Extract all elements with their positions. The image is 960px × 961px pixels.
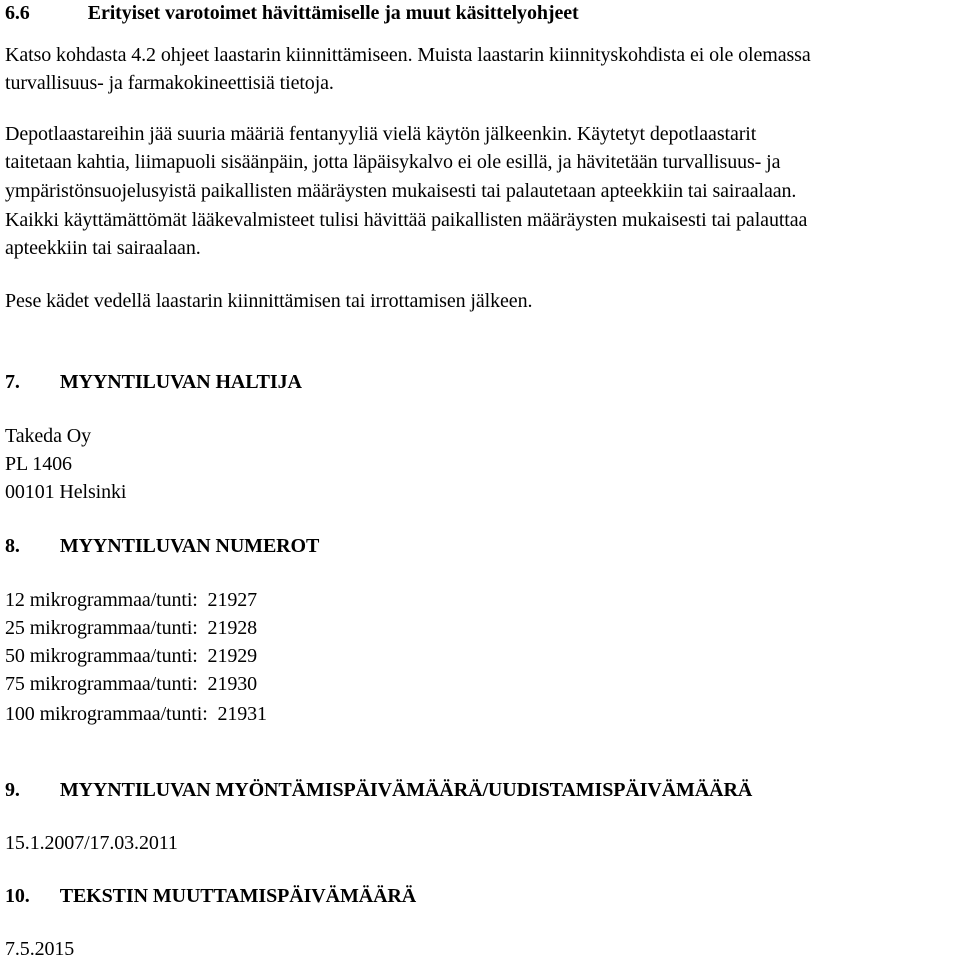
section-title: MYYNTILUVAN MYÖNTÄMISPÄIVÄMÄÄRÄ/UUDISTAMISPÄIVÄMÄÄRÄ: [59, 779, 753, 801]
paragraph-line: Pese kädet vedellä laastarin kiinnittämisen tai irrottamisen jälkeen.: [5, 290, 533, 312]
section-7-heading: [5, 370, 302, 394]
address-line: Takeda Oy: [5, 425, 91, 447]
section-10-heading: [5, 884, 416, 908]
section-6-6-heading: [5, 1, 579, 25]
section-number: 6.6: [5, 2, 30, 24]
section-number: 8.: [5, 535, 20, 557]
section-title: MYYNTILUVAN HALTIJA: [59, 371, 302, 393]
paragraph-line: turvallisuus- ja farmakokineettisiä tietoja.: [5, 72, 334, 94]
license-number-entry: 12 mikrogrammaa/tunti: 21927: [5, 589, 258, 611]
section-9-heading: [5, 778, 752, 802]
address-line: PL 1406: [5, 453, 72, 475]
section-title: TEKSTIN MUUTTAMISPÄIVÄMÄÄRÄ: [59, 885, 417, 907]
license-number-entry: 25 mikrogrammaa/tunti: 21928: [5, 617, 258, 639]
revision-date: 7.5.2015: [5, 938, 75, 960]
section-number: 9.: [5, 779, 20, 801]
paragraph-line: taitetaan kahtia, liimapuoli sisäänpäin, jotta läpäisykalvo ei ole esillä, ja hävitetään turvallisuus- ja: [5, 151, 781, 173]
address-line: 00101 Helsinki: [5, 481, 127, 503]
paragraph-line: Depotlaastareihin jää suuria määriä fentanyyliä vielä käytön jälkeenkin. Käytetyt depotlaastarit: [5, 123, 757, 145]
paragraph-line: apteekkiin tai sairaalaan.: [5, 237, 201, 259]
section-number: 10.: [5, 885, 30, 907]
section-number: 7.: [5, 371, 20, 393]
section-title: Erityiset varotoimet hävittämiselle ja muut käsittelyohjeet: [87, 2, 579, 24]
section-8-heading: [5, 534, 319, 558]
paragraph-line: Kaikki käyttämättömät lääkevalmisteet tulisi hävittää paikallisten määräysten mukaisesti tai palauttaa: [5, 209, 808, 231]
paragraph-line: Katso kohdasta 4.2 ohjeet laastarin kiinnittämiseen. Muista laastarin kiinnityskohdista ei ole olemassa: [5, 44, 811, 66]
license-number-entry: 75 mikrogrammaa/tunti: 21930: [5, 673, 258, 695]
authorisation-date: 15.1.2007/17.03.2011: [5, 832, 178, 854]
paragraph-line: ympäristönsuojelusyistä paikallisten määräysten mukaisesti tai palautetaan apteekkiin tai sairaalaan.: [5, 180, 797, 202]
section-title: MYYNTILUVAN NUMEROT: [59, 535, 320, 557]
license-number-entry: 50 mikrogrammaa/tunti: 21929: [5, 645, 258, 667]
license-number-entry: 100 mikrogrammaa/tunti: 21931: [5, 703, 267, 725]
